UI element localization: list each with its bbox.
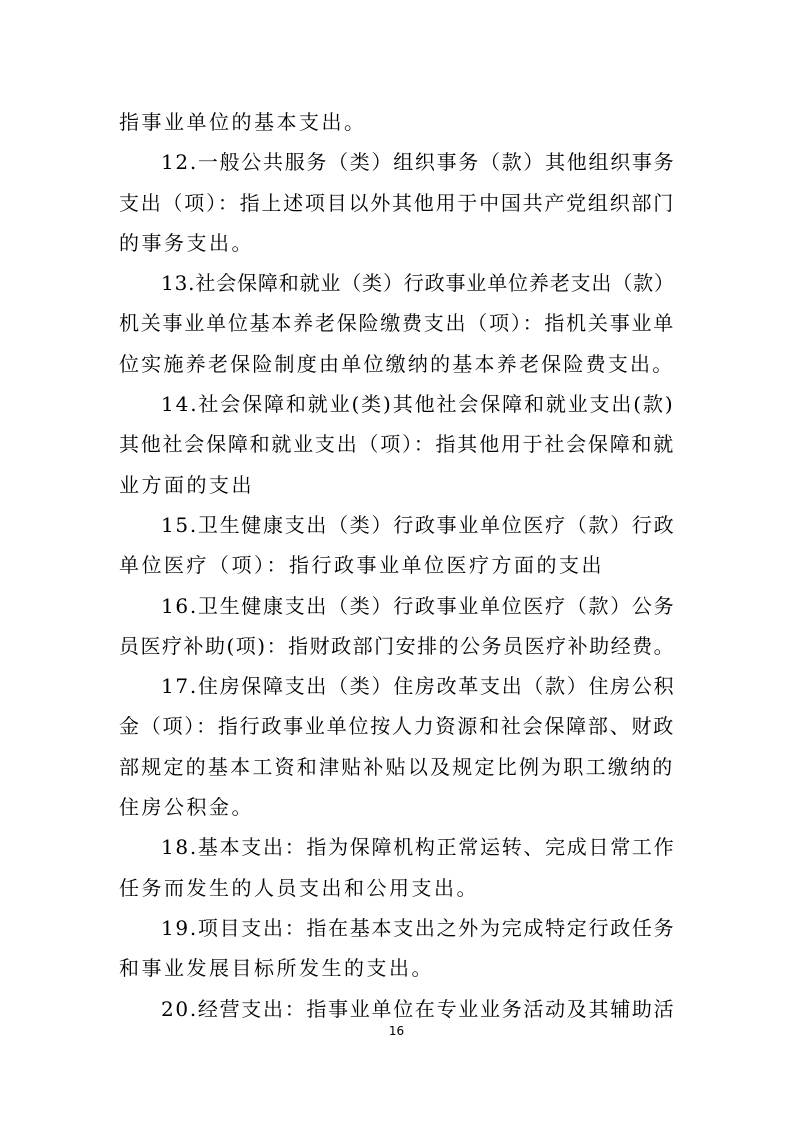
body-line: 金（项）：指行政事业单位按人力资源和社会保障部、财政 xyxy=(119,714,675,739)
body-line: 单位医疗（项）：指行政事业单位医疗方面的支出 xyxy=(119,553,604,578)
body-line: 和事业发展目标所发生的支出。 xyxy=(119,956,434,981)
paragraph-16-line: 16.卫生健康支出（类）行政事业单位医疗（款）公务 xyxy=(161,593,676,618)
paragraph-17-line: 17.住房保障支出（类）住房改革支出（款）住房公积 xyxy=(161,674,676,699)
body-line: 机关事业单位基本养老保险缴费支出（项）：指机关事业单 xyxy=(119,311,675,336)
body-line: 员医疗补助(项)：指财政部门安排的公务员医疗补助经费。 xyxy=(119,633,676,658)
paragraph-14-line: 14.社会保障和就业(类)其他社会保障和就业支出(款) xyxy=(161,392,675,417)
body-line: 部规定的基本工资和津贴补贴以及规定比例为职工缴纳的 xyxy=(119,754,675,779)
body-line: 指事业单位的基本支出。 xyxy=(119,110,367,134)
body-line: 位实施养老保险制度由单位缴纳的基本养老保险费支出。 xyxy=(119,351,675,376)
paragraph-15-line: 15.卫生健康支出（类）行政事业单位医疗（款）行政 xyxy=(161,512,676,537)
paragraph-20-line: 20.经营支出：指事业单位在专业业务活动及其辅助活 xyxy=(161,996,676,1021)
body-line: 的事务支出。 xyxy=(119,230,254,255)
body-line: 任务而发生的人员支出和公用支出。 xyxy=(119,875,479,900)
paragraph-12-line: 12.一般公共服务（类）组织事务（款）其他组织事务 xyxy=(161,150,676,175)
body-line: 住房公积金。 xyxy=(119,795,254,820)
page-number: 16 xyxy=(388,1024,405,1038)
paragraph-18-line: 18.基本支出：指为保障机构正常运转、完成日常工作 xyxy=(161,835,676,860)
body-line: 业方面的支出 xyxy=(119,472,254,497)
paragraph-19-line: 19.项目支出：指在基本支出之外为完成特定行政任务 xyxy=(161,915,676,940)
body-line: 支出（项）：指上述项目以外其他用于中国共产党组织部门 xyxy=(119,190,675,215)
paragraph-13-line: 13.社会保障和就业（类）行政事业单位养老支出（款） xyxy=(161,271,675,296)
body-line: 其他社会保障和就业支出（项）：指其他用于社会保障和就 xyxy=(119,432,675,457)
document-body xyxy=(119,102,675,1029)
